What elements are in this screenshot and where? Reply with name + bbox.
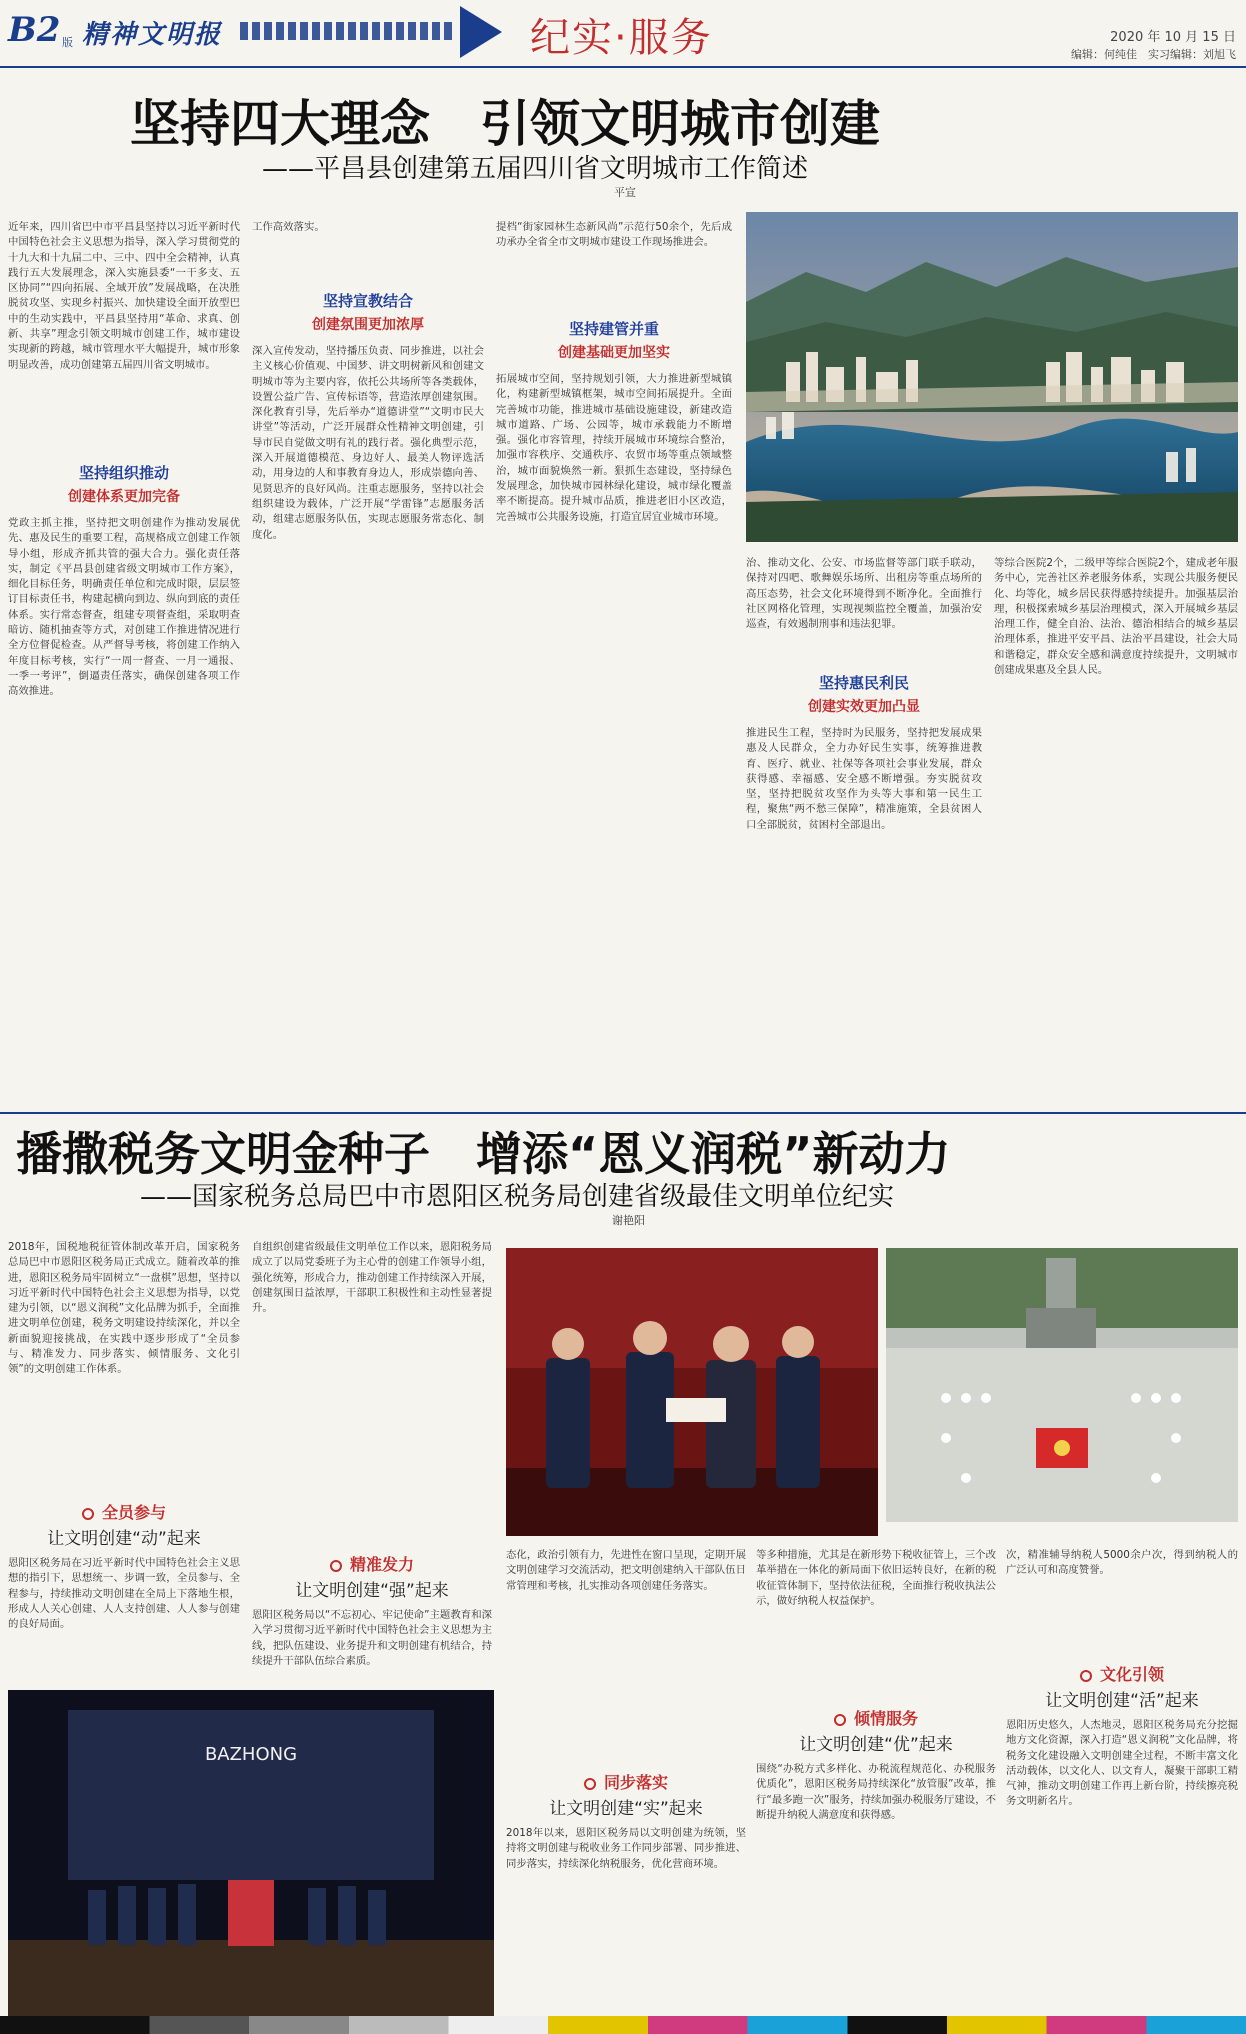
- issue-date: 2020 年 10 月 15 日: [1110, 30, 1236, 45]
- page-suffix: 版: [62, 36, 73, 49]
- a2-col2-top: 自组织创建省级最佳文明单位工作以来，恩阳税务局成立了以局党委班子为主心骨的创建工作领导小组，强化统筹，形成合力，推动创建工作持续深入开展，创建氛围日益浓厚，干部职工积极性和主动性显著提升。: [252, 1241, 492, 1315]
- a2-col4-top: 等多种措施，尤其是在新形势下税收征管上，三个改革举措在一体化的新局面下依旧运转良好，在新的税收征管体制下，坚持依法征税，全面推行税收执法公示，做好纳税人权益保护。: [756, 1549, 996, 1607]
- bullet-circle-icon: [1080, 1670, 1092, 1682]
- award-ceremony-image: [506, 1248, 878, 1536]
- page-number: B2: [8, 10, 61, 50]
- a1-sec3-body: 拓展城市空间，坚持规划引领，大力推进新型城镇化，构建新型城镇框架，城市空间拓展提升。全面完善城市功能，推进城市基础设施建设，新建改造城市道路、广场、公园等，城市承载能力不断增强。强化市容管理，持续开展城市环境综合整治，加强市容秩序、交通秩序、农贸市场等重点领域整治，城市面貌焕然一新。狠抓生态建设，坚持绿色发展理念，加快城市园林绿化建设，城市绿化覆盖率不断提高。提升城市品质，推进老旧小区改造，完善城市公共服务设施，打造宜居宜业城市环境。: [496, 373, 732, 523]
- square-formation-photo: [886, 1248, 1238, 1522]
- a2-b5-body: 恩阳历史悠久，人杰地灵，恩阳区税务局充分挖掘地方文化资源，深入打造“恩义润税”文化品牌，将税务文化建设融入文明创建全过程，不断丰富文化活动载体，以文化人、以文育人，凝聚干部职工精气神，推动文明创建工作再上新台阶，持续擦亮税务文明新名片。: [1006, 1719, 1238, 1808]
- a2-col5-top: 次，精准辅导纳税人5000余户次，得到纳税人的广泛认可和高度赞誉。: [1006, 1549, 1238, 1577]
- a2-b3-title: [506, 1770, 746, 1793]
- article2-title[interactable]: 播撒税务文明金种子 增添“恩义润税”新动力: [16, 1127, 951, 1181]
- a2-b3-body: 2018年以来，恩阳区税务局以文明创建为统领，坚持将文明创建与税收业务工作同步部署、同步推进、同步落实，持续深化纳税服务，优化营商环境。: [506, 1827, 746, 1870]
- a2-b3-title-text: 同步落实: [603, 1773, 668, 1792]
- a2-b1-title-text: 全员参与: [101, 1503, 166, 1522]
- section-title: 纪实·服务: [530, 15, 713, 61]
- award-ceremony-photo: [506, 1248, 878, 1536]
- a2-b5-title-text: 文化引领: [1099, 1665, 1164, 1684]
- section-decor-bar: [240, 22, 452, 40]
- bullet-circle-icon: [584, 1778, 596, 1790]
- a2-b5-sub: 让文明创建“活”起来: [1045, 1691, 1199, 1711]
- a1-sec2-title: 坚持宣教结合: [322, 292, 413, 310]
- a1-sec2-sub: 创建氛围更加浓厚: [312, 317, 424, 333]
- cityscape-image: [746, 212, 1238, 542]
- a2-b5-title: [1006, 1662, 1238, 1685]
- a2-b4-sub: 让文明创建“优”起来: [799, 1735, 953, 1755]
- a1-sec2-body: 深入宣传发动，坚持播压负责、同步推进，以社会主义核心价值观、中国梦、讲文明树新风和创建文明城市等为主要内容，依托公共场所等各类载体，设置公益广告、宣传标语等，营造浓厚创建氛围。深化教育引导，先后举办“道德讲堂”“文明市民大讲堂”等活动，广泛开展群众性精神文明创建，引导市民自觉做文明有礼的践行者。强化典型示范，深入开展道德模范、身边好人、最美人物评选活动，用身边的人和事教育身边人，形成崇德向善、见贤思齐的良好风尚。注重志愿服务，坚持以社会组织建设为载体，广泛开展“学雷锋”志愿服务活动，组建志愿服务队伍，实现志愿服务常态化、制度化。: [252, 345, 484, 541]
- article1-title[interactable]: 坚持四大理念 引领文明城市创建: [130, 95, 880, 153]
- stage-performance-photo: [8, 1690, 494, 2016]
- square-formation-image: [886, 1248, 1238, 1522]
- article-divider: [0, 1112, 1246, 1114]
- a1-sec1-sub: 创建体系更加完备: [68, 489, 180, 505]
- a1-sec3-sub: 创建基础更加坚实: [558, 345, 670, 361]
- editors-credit: 编辑：何纯佳 实习编辑：刘旭飞: [1071, 48, 1236, 61]
- a2-b2-title-text: 精准发力: [349, 1555, 414, 1574]
- a2-b4-body: 围绕“办税方式多样化、办税流程规范化、办税服务优质化”，恩阳区税务局持续深化“放管服”改革，推行“最多跑一次”服务，持续加强办税服务厅建设，不断提升纳税人满意度和获得感。: [756, 1763, 996, 1821]
- article1-author: 平宣: [614, 186, 636, 199]
- a2-b4-title-text: 倾情服务: [853, 1709, 918, 1728]
- bullet-circle-icon: [82, 1508, 94, 1520]
- article1-intro: 近年来，四川省巴中市平昌县坚持以习近平新时代中国特色社会主义思想为指导，深入学习贯彻党的十九大和十九届二中、三中、四中全会精神，认真践行五大发展理念，深入实施县委“一干多支、五区协同”“四向拓展、全域开放”发展战略，在决胜脱贫攻坚、实现乡村振兴、加快建设全面开放型巴中的生动实践中，平昌县坚持用“革命、求真、创新、共享”理念引领文明城市创建工作，城市建设实现新的跨越，城市管理水平大幅提升，城市形象明显改善，成功创建第五届四川省文明城市。: [8, 221, 240, 371]
- print-registration-bar: [0, 2016, 1246, 2034]
- a2-b1-title: [8, 1500, 240, 1523]
- a2-b1-body: 恩阳区税务局在习近平新时代中国特色社会主义思想的指引下，思想统一、步调一致，全员参与、全程参与，持续推动文明创建在全局上下落地生根，形成人人关心创建、人人支持创建、人人参与创建的良好局面。: [8, 1557, 240, 1631]
- cityscape-photo: [746, 212, 1238, 542]
- a1-col4-top: 治、推动文化、公安、市场监督等部门联手联动，保持对四吧、歌舞娱乐场所、出租房等重点场所的高压态势，社会文化环境得到不断净化。全面推行社区网格化管理，实现视频监控全覆盖，加强治安巡查，有效遏制刑事和违法犯罪。: [746, 557, 982, 631]
- bullet-circle-icon: [330, 1560, 342, 1572]
- a1-sec4-title: 坚持惠民利民: [818, 674, 909, 692]
- article2-author: 谢艳阳: [612, 1214, 645, 1227]
- a1-sec1-body: 党政主抓主推，坚持把文明创建作为推动发展优先、惠及民生的重要工程，高规格成立创建工作领导小组，形成齐抓共管的强大合力。强化责任落实，制定《平昌县创建省级文明城市工作方案》，细化目标任务，明确责任单位和完成时限，层层签订目标责任书，构建起横向到边、纵向到底的责任体系。实行常态督查，组建专项督查组，采取明查暗访、随机抽查等方式，对创建工作推进情况进行全方位督促检查。从严督导考核，将创建工作纳入年度目标考核，实行“一周一督查、一月一通报、一季一考评”，倒逼责任落实，确保创建各项工作高效推进。: [8, 517, 240, 698]
- a1-sec3-title: 坚持建管并重: [568, 320, 659, 338]
- a2-b2-body: 恩阳区税务局以“不忘初心、牢记使命”主题教育和深入学习贯彻习近平新时代中国特色社会主义思想为主线，把队伍建设、业务提升和文明创建有机结合，持续提升干部队伍综合素质。: [252, 1609, 492, 1667]
- a1-col3-intro: 提档“街家园林生态新风尚”示范行50余个，先后成功承办全省全市文明城市建设工作现场推进会。: [496, 221, 732, 249]
- a2-b4-title: [756, 1706, 996, 1729]
- a1-sec4-body: 推进民生工程，坚持时为民服务，坚持把发展成果惠及人民群众，全力办好民生实事，统筹推进教育、医疗、就业、社保等各项社会事业发展，群众获得感、幸福感、安全感不断增强。夯实脱贫攻坚，坚持把脱贫攻坚作为头等大事和第一民生工程，聚焦“两不愁三保障”，精准施策，全县贫困人口全部脱贫，贫困村全部退出。: [746, 727, 982, 831]
- a1-col5-top: 等综合医院2个，二级甲等综合医院2个，建成老年服务中心，完善社区养老服务体系，实现公共服务便民化、均等化，城乡居民获得感持续提升。加强基层治理，积极探索城乡基层治理模式，深入开展城乡基层治理工作，健全自治、法治、德治相结合的城乡基层治理体系，推进平安平昌、法治平昌建设，社会大局和谐稳定，群众安全感和满意度持续提升，文明城市创建成果惠及全县人民。: [994, 557, 1238, 677]
- a1-sec1-title: 坚持组织推动: [78, 464, 169, 482]
- article1-subtitle: ——平昌县创建第五届四川省文明城市工作简述: [262, 154, 809, 184]
- masthead-rule: [0, 66, 1246, 68]
- newspaper-name: 精神文明报: [82, 20, 223, 50]
- a2-b3-sub: 让文明创建“实”起来: [549, 1799, 703, 1819]
- stage-performance-image: [8, 1690, 494, 2016]
- a2-b1-sub: 让文明创建“动”起来: [47, 1529, 201, 1549]
- a2-b2-sub: 让文明创建“强”起来: [295, 1581, 449, 1601]
- a2-b2-title: [252, 1552, 492, 1575]
- article2-subtitle: ——国家税务总局巴中市恩阳区税务局创建省级最佳文明单位纪实: [140, 1182, 895, 1212]
- a2-col1-top: 2018年，国税地税征管体制改革开启，国家税务总局巴中市恩阳区税务局正式成立。随着改革的推进，恩阳区税务局牢固树立“一盘棋”思想，坚持以习近平新时代中国特色社会主义思想为指导，以党建为引领，以“恩义润税”文化品牌为抓手，全面推进文明单位创建，税务文明建设持续深化，并以全新面貌迎接挑战，在实践中逐步形成了“全员参与、精准发力、同步落实、倾情服务、文化引领”的文明创建工作体系。: [8, 1241, 240, 1376]
- stage-logo-text: BAZHONG: [204, 1744, 298, 1765]
- a1-col2-intro: 工作高效落实。: [252, 221, 325, 233]
- a2-col3-top: 态化，政治引领有力，先进性在窗口呈现，定期开展文明创建学习交流活动，把文明创建纳入干部队伍日常管理和考核，扎实推动各项创建任务落实。: [506, 1549, 746, 1592]
- section-arrow-icon: [460, 6, 502, 58]
- bullet-circle-icon: [834, 1714, 846, 1726]
- masthead: [0, 0, 1246, 70]
- a1-sec4-sub: 创建实效更加凸显: [808, 699, 920, 715]
